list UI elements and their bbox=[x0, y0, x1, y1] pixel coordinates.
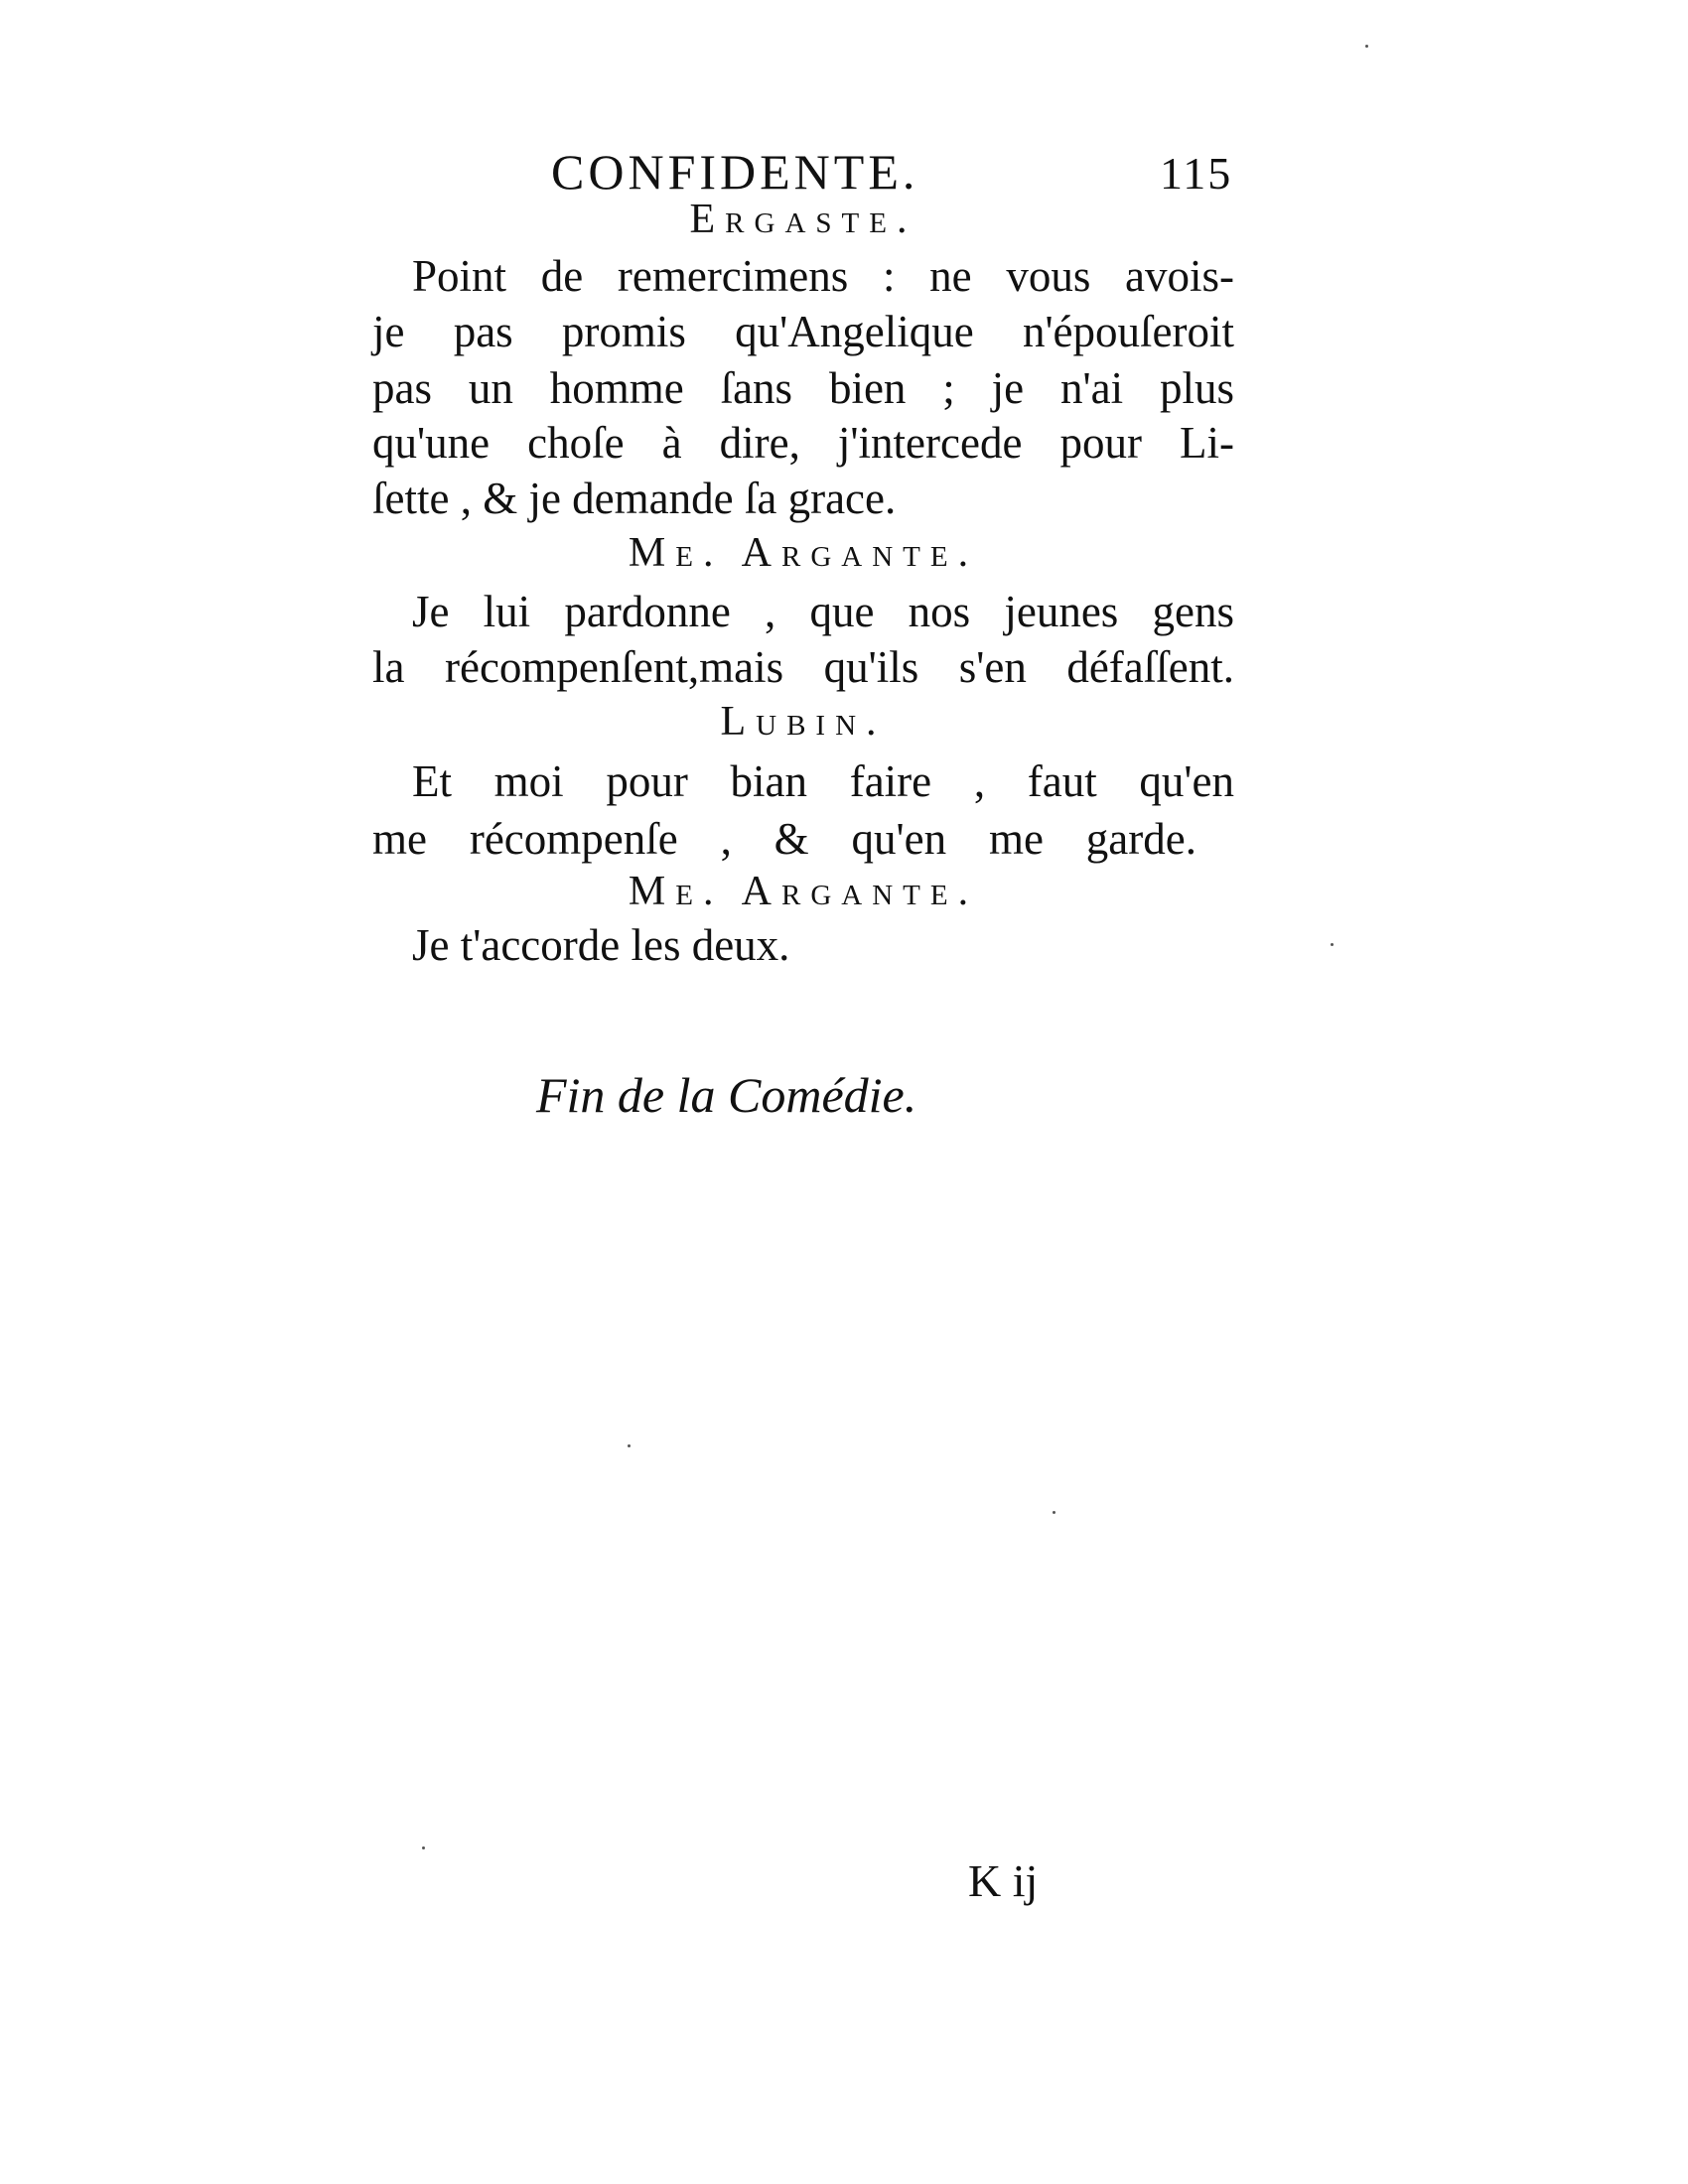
ink-speck bbox=[422, 1846, 425, 1849]
text-line: je pas promis qu'Angelique n'épouſeroit bbox=[372, 307, 1234, 356]
text-line: qu'une choſe à dire, j'intercede pour Li- bbox=[372, 418, 1234, 468]
text-line: me récompenſe , & qu'en me garde. bbox=[372, 814, 1196, 864]
text-line: pas un homme ſans bien ; je n'ai plus bbox=[372, 363, 1234, 413]
speaker-name: Me. Argante. bbox=[628, 530, 979, 576]
page-number: 115 bbox=[1160, 148, 1233, 199]
text-line: Et moi pour bian faire , faut qu'en bbox=[412, 756, 1234, 806]
speaker-name: Me. Argante. bbox=[628, 869, 979, 914]
ink-speck bbox=[628, 1444, 631, 1447]
text-line: Point de remercimens : ne vous avois- bbox=[412, 251, 1234, 301]
ink-speck bbox=[1331, 943, 1334, 946]
closing-line: Fin de la Comédie. bbox=[536, 1067, 917, 1123]
running-title: CONFIDENTE. bbox=[551, 144, 919, 200]
signature-mark: K ij bbox=[968, 1855, 1039, 1906]
ink-speck bbox=[1365, 45, 1368, 48]
text-line: Je lui pardonne , que nos jeunes gens bbox=[412, 587, 1234, 636]
speaker-name: Ergaste. bbox=[689, 197, 917, 242]
text-line: ſette , & je demande ſa grace. bbox=[372, 474, 897, 523]
text-line: la récompenſent,mais qu'ils s'en défaſſent. bbox=[372, 642, 1234, 692]
ink-speck bbox=[1053, 1511, 1055, 1514]
text-line: Je t'accorde les deux. bbox=[412, 920, 790, 970]
speaker-name: Lubin. bbox=[720, 699, 887, 745]
